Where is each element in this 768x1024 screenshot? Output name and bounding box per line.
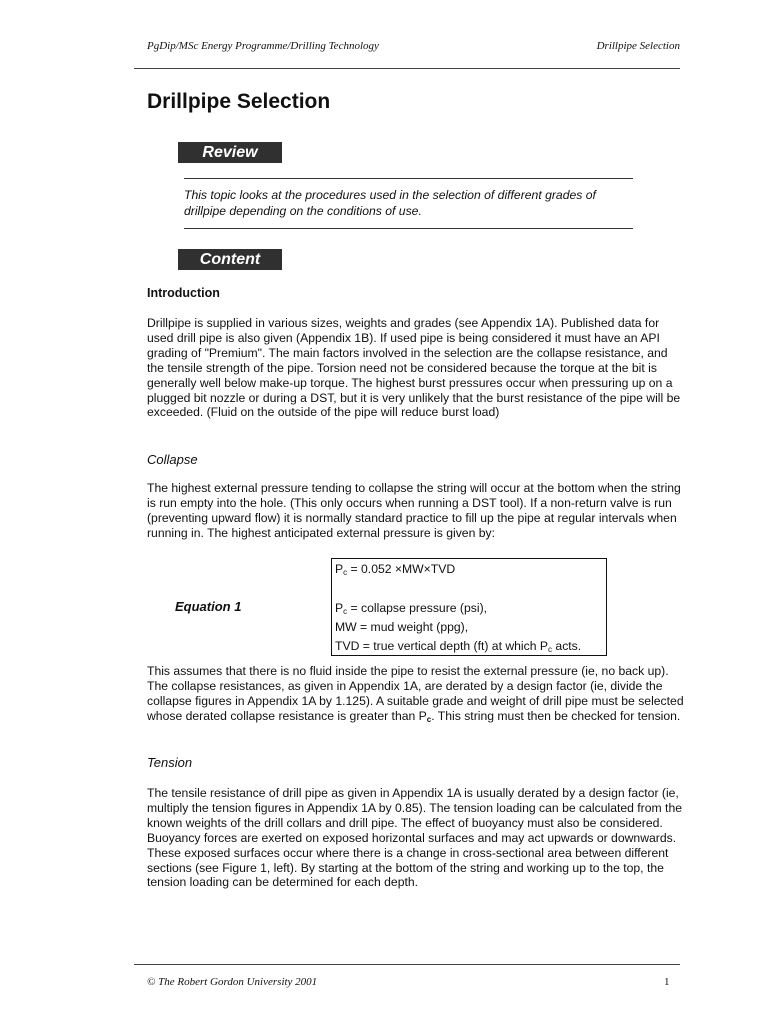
header-topic-title: Drillpipe Selection <box>596 40 680 52</box>
equation-formula: $P_c = 0.052 \times MW\times TVD$ <box>335 562 456 577</box>
collapse-heading: Collapse <box>147 452 198 467</box>
equation-definition-pc: $P_c$ = collapse pressure (psi), <box>335 601 488 616</box>
introduction-paragraph: Drillpipe is supplied in various sizes, weights and grades (see Appendix 1A). Published data for used drill pipe is also given (Appendix 1B). If used pipe is being considered it must have an API grading of "Premium". The main factors involved in the selection are the collapse resistance, and the tensile strength of the pipe. Torsion need not be considered because the torque at the bit is generally well below make-up torque. The highest burst pressures occur when pressuring up on a plugged bit nozzle or during a DST, but it is very unlikely that the burst resistance of the pipe will be exceeded. (Fluid on the outside of the pipe will reduce burst load) <box>147 316 681 420</box>
footer-divider <box>134 964 680 965</box>
equation-definition-mw: MW = mud weight (ppg), <box>335 620 469 634</box>
page-title: Drillpipe Selection <box>147 90 331 113</box>
tension-paragraph: The tensile resistance of drill pipe as given in Appendix 1A is usually derated by a design factor (ie, multiply the tension figures in Appendix 1A by 0.85). The tension loading can be calculated from the known weights of the drill collars and drill pipe. The effect of buoyancy must also be considered. Buoyancy forces are exerted on exposed horizontal surfaces and may act upwards or downwards. These exposed surfaces occur where there is a change in cross-sectional area between different sections (see Figure 1, left). By starting at the bottom of the string and working up to the top, the tension loading can be determined for each depth. <box>147 786 683 890</box>
review-bottom-divider <box>184 228 633 229</box>
page-header <box>147 40 680 60</box>
equation-box <box>331 558 607 656</box>
collapse-derating-paragraph: This assumes that there is no fluid inside the pipe to resist the external pressure (ie, no back up). The collapse resistances, as given in Appendix 1A, are derated by a design factor (ie, divide the collapse figures in Appendix 1A by 1.125). A suitable grade and weight of drill pipe must be selected whose derated collapse resistance is greater than $P_c$. This string must then be checked for tension. <box>147 664 684 724</box>
review-top-divider <box>184 178 633 179</box>
collapse-paragraph: The highest external pressure tending to collapse the string will occur at the bottom when the string is run empty into the hole. (This only occurs when running a DST tool). If a non-return valve is run (preventing upward flow) it is normally standard practice to fill up the pipe at regular intervals when running in. The highest anticipated external pressure is given by: <box>147 481 681 540</box>
footer-copyright: © The Robert Gordon University 2001 <box>147 976 318 988</box>
introduction-heading: Introduction <box>147 286 220 300</box>
equation-label: Equation 1 <box>175 599 242 614</box>
content-section-label: Content <box>178 249 282 270</box>
page-number: 1 <box>664 976 670 988</box>
tension-heading: Tension <box>147 755 193 770</box>
header-course-title: PgDip/MSc Energy Programme/Drilling Technology <box>147 40 379 52</box>
equation-definition-tvd: TVD = true vertical depth (ft) at which $P_c$ acts. <box>335 639 582 654</box>
review-summary: This topic looks at the procedures used in the selection of different grades of drillpipe depending on the conditions of use. <box>184 188 596 218</box>
header-divider <box>134 68 680 69</box>
review-section-label: Review <box>178 142 282 163</box>
